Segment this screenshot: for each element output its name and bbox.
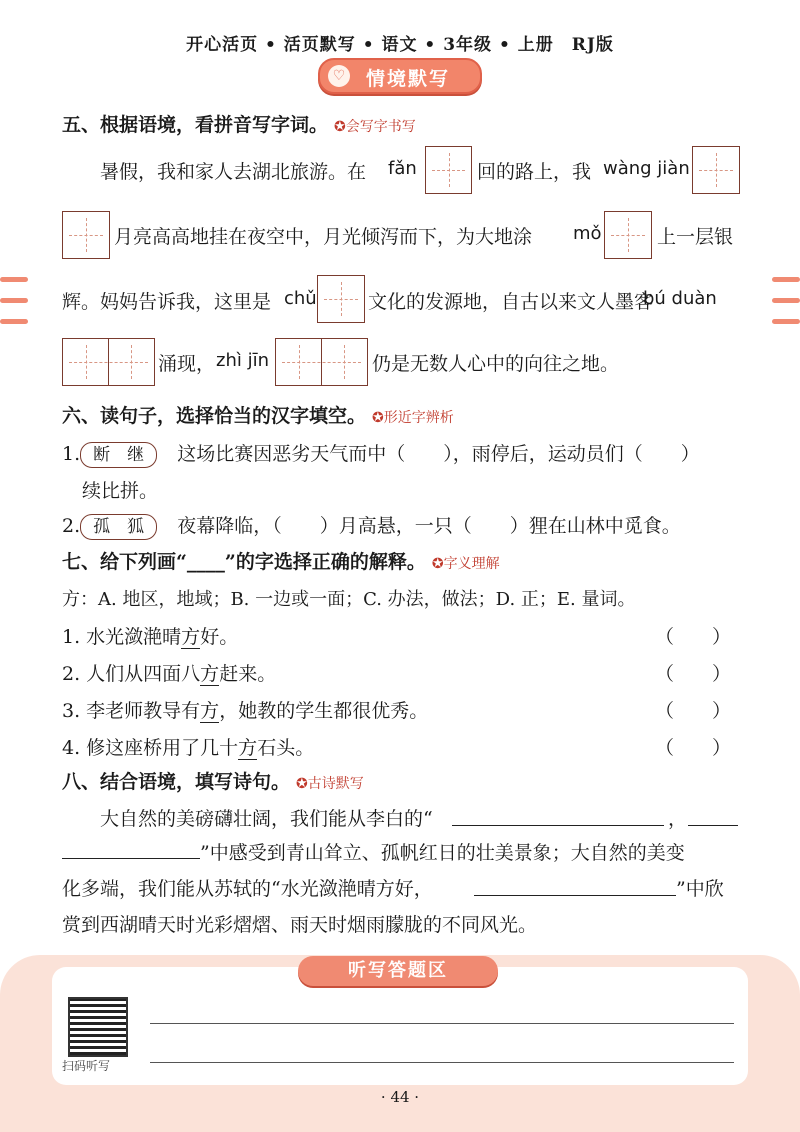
side-bar-left-3 xyxy=(0,319,28,324)
s7-item-2-pre: 2. 人们从四面八 xyxy=(62,663,201,685)
s5-line-4a: 涌现， xyxy=(158,353,216,375)
section-banner xyxy=(318,58,482,94)
s7-item-4 xyxy=(62,733,314,760)
s5-pinyin-chu: chǔ xyxy=(284,288,317,309)
page-header: 开心活页 • 活页默写 • 语文 • 3年级 • 上册 RJ版 xyxy=(186,35,614,55)
answer-box-mo[interactable] xyxy=(604,211,652,259)
s8-blank-2b[interactable] xyxy=(62,858,200,859)
s5-pinyin-fan: fǎn xyxy=(388,158,417,179)
section-6-tag: ✪形近字辨析 xyxy=(372,410,454,426)
s5-line-2b: 上一层银 xyxy=(657,226,734,248)
section-5-heading: 五、根据语境，看拼音写字词。 xyxy=(62,114,329,136)
section-8-heading: 八、结合语境，填写诗句。 xyxy=(62,771,291,793)
s7-item-1-answer[interactable]: （ ） xyxy=(655,626,732,648)
section-6-title xyxy=(62,401,454,428)
s7-item-2-post: 赶来。 xyxy=(219,663,277,685)
s6-q1-number: 1. xyxy=(62,443,81,465)
section-8-tag: ✪古诗默写 xyxy=(296,776,364,792)
s5-line-1a: 暑假，我和家人去湖北旅游。在 xyxy=(100,161,367,183)
s8-blank-3[interactable] xyxy=(474,895,676,896)
s5-line-2a: 月亮高高地挂在夜空中，月光倾泻而下，为大地涂 xyxy=(114,226,533,248)
s7-item-3-underlined: 方 xyxy=(200,700,220,722)
answer-box-buduan[interactable] xyxy=(62,338,155,386)
s7-item-1-post: 好。 xyxy=(200,626,239,648)
s6-q2-options: 孤 狐 xyxy=(80,514,157,540)
s5-line-4b: 仍是无数人心中的向往之地。 xyxy=(372,353,620,375)
qr-label: 扫码听写 xyxy=(62,1059,111,1073)
s7-item-3-post: ，她教的学生都很优秀。 xyxy=(219,700,429,722)
s7-item-4-underlined: 方 xyxy=(238,737,258,759)
answer-box-chu[interactable] xyxy=(317,275,365,323)
s6-q2-number: 2. xyxy=(62,515,81,537)
s5-pinyin-zhijin: zhì jīn xyxy=(216,350,269,371)
s7-item-2-answer[interactable]: （ ） xyxy=(655,663,732,685)
book-heart-icon: ♡ xyxy=(328,65,350,87)
s6-q1-continued: 续比拼。 xyxy=(82,480,159,502)
s5-line-1b: 回的路上，我 xyxy=(477,161,592,183)
section-8-title xyxy=(62,767,364,794)
answer-box-wangjian-2[interactable] xyxy=(62,211,110,259)
side-bar-right-3 xyxy=(772,319,800,324)
s7-item-2-underlined: 方 xyxy=(200,663,220,685)
s8-blank-2a[interactable] xyxy=(688,825,738,826)
page-number: · 44 · xyxy=(380,1088,420,1106)
section-5-tag: ✪会写字书写 xyxy=(334,119,416,135)
side-bar-right-2 xyxy=(772,298,800,303)
s8-line-1: 大自然的美磅礴壮阔，我们能从李白的“ xyxy=(100,808,433,830)
s7-definition: 方：A. 地区，地域；B. 一边或一面；C. 办法，做法；D. 正；E. 量词。 xyxy=(62,589,636,610)
section-5-title xyxy=(62,110,416,137)
s6-q1-options: 断 继 xyxy=(80,442,157,468)
s8-blank-1[interactable] xyxy=(452,825,664,826)
s7-item-3-pre: 3. 李老师教导有 xyxy=(62,700,201,722)
s5-pinyin-wangjian: wàng jiàn xyxy=(603,158,690,179)
s8-line-2: ”中感受到青山耸立、孤帆红日的壮美景象；大自然的美变 xyxy=(200,842,685,864)
section-7-tag: ✪字义理解 xyxy=(431,556,500,572)
s6-q1-text: 这场比赛因恶劣天气而中（ ），雨停后，运动员们（ ） xyxy=(177,443,700,465)
side-bar-left-2 xyxy=(0,298,28,303)
answer-box-fan[interactable] xyxy=(425,146,472,194)
s8-comma: ， xyxy=(668,808,688,830)
s7-item-4-post: 石头。 xyxy=(257,737,315,759)
s7-item-3 xyxy=(62,696,428,723)
side-bar-left-1 xyxy=(0,277,28,282)
qr-code-icon[interactable] xyxy=(68,997,128,1057)
s5-line-3a: 辉。妈妈告诉我，这里是 xyxy=(62,291,272,313)
s5-pinyin-buduan: bú duàn xyxy=(643,288,717,309)
s8-line-3b: ”中欣 xyxy=(676,878,724,900)
banner-title: 情境默写 xyxy=(366,68,451,90)
s7-item-2 xyxy=(62,659,276,686)
s8-line-3a: 化多端，我们能从苏轼的“水光潋滟晴方好， xyxy=(62,878,433,900)
s5-line-3b: 文化的发源地，自古以来文人墨客 xyxy=(368,291,654,313)
s7-item-1 xyxy=(62,622,238,649)
answer-area-tab: 听写答题区 xyxy=(298,956,498,986)
answer-box-wangjian-1[interactable] xyxy=(692,146,740,194)
s7-item-4-pre: 4. 修这座桥用了几十 xyxy=(62,737,239,759)
s6-q2 xyxy=(62,511,681,540)
section-7-title xyxy=(62,547,500,574)
s7-item-1-pre: 1. 水光潋滟晴 xyxy=(62,626,182,648)
writing-line-1[interactable] xyxy=(150,1023,734,1024)
section-6-heading: 六、读句子，选择恰当的汉字填空。 xyxy=(62,405,367,427)
answer-box-zhijin[interactable] xyxy=(275,338,368,386)
s8-line-4: 赏到西湖晴天时光彩熠熠、雨天时烟雨朦胧的不同风光。 xyxy=(62,914,538,936)
s7-item-3-answer[interactable]: （ ） xyxy=(655,700,732,722)
s7-item-1-underlined: 方 xyxy=(181,626,201,648)
writing-line-2[interactable] xyxy=(150,1062,734,1063)
s6-q2-text: 夜幕降临，（ ）月高悬，一只（ ）狸在山林中觅食。 xyxy=(177,515,681,537)
s7-item-4-answer[interactable]: （ ） xyxy=(655,737,732,759)
s5-pinyin-mo: mǒ xyxy=(573,223,602,244)
side-bar-right-1 xyxy=(772,277,800,282)
s6-q1 xyxy=(62,439,700,468)
section-7-heading: 七、给下列画“____”的字选择正确的解释。 xyxy=(62,551,426,573)
